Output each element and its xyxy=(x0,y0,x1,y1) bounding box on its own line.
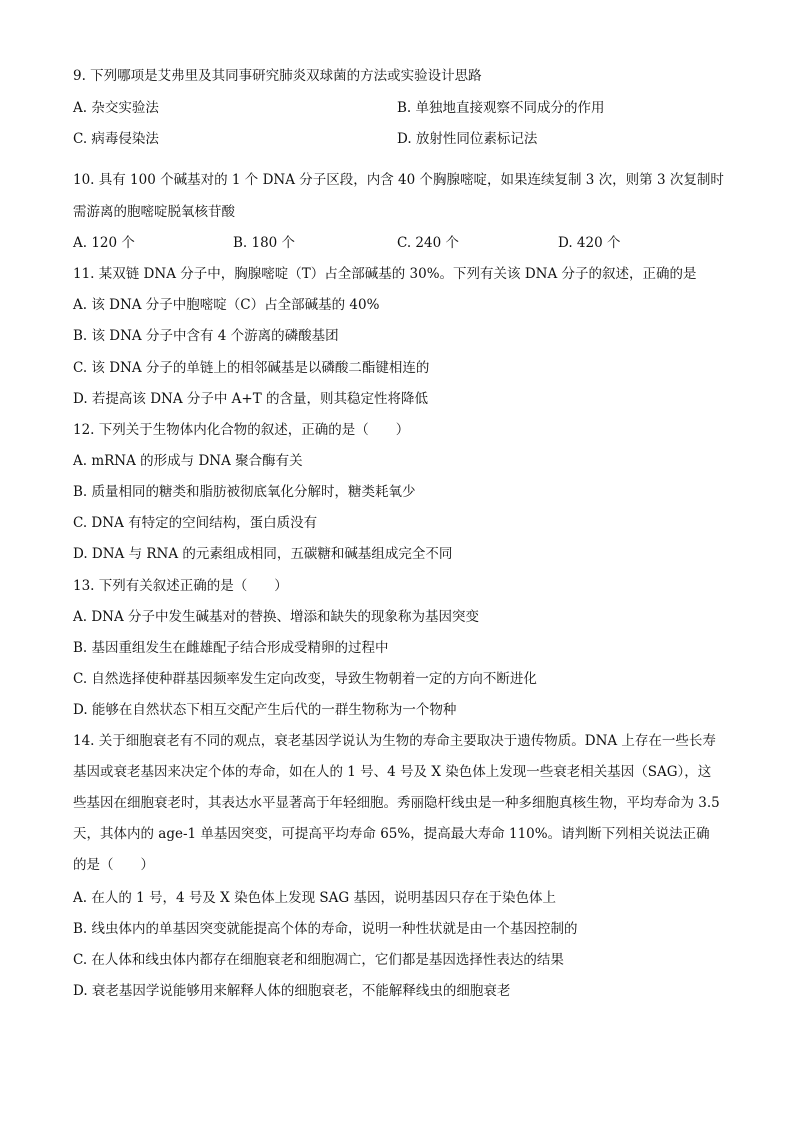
q10-option-a: A. 120 个 xyxy=(73,235,135,251)
q14-stem: 14. 关于细胞衰老有不同的观点，衰老基因学说认为生物的寿命主要取决于遗传物质。DNA 上存在一些长寿基因或衰老基因来决定个体的寿命，如在人的 1 号、4 号及 X 染色体上发现一些衰老相关基因（SAG），这些基因在细胞衰老时，其表达水平显著高于年轻细胞。秀丽隐杆线虫是一种多细胞真核生物，平均寿命为 3.5 天，其体内的 age-1 单基因突变，可提高平均寿命 65%，提高最大寿命 110%。请判断下列相关说法正确的是（ ） xyxy=(73,733,720,873)
q14-option-b: B. 线虫体内的单基因突变就能提高个体的寿命，说明一种性状就是由一个基因控制的 xyxy=(73,921,578,937)
q13-option-b: B. 基因重组发生在雌雄配子结合形成受精卵的过程中 xyxy=(73,640,389,656)
q9-option-a: A. 杂交实验法 xyxy=(73,100,159,116)
q13-stem: 13. 下列有关叙述正确的是（ ） xyxy=(73,578,288,594)
q10-option-b: B. 180 个 xyxy=(233,235,296,251)
q12-option-a: A. mRNA 的形成与 DNA 聚合酶有关 xyxy=(73,453,303,469)
q11-stem: 11. 某双链 DNA 分子中，胸腺嘧啶（T）占全部碱基的 30%。下列有关该 DNA 分子的叙述，正确的是 xyxy=(73,266,697,282)
q14-option-d: D. 衰老基因学说能够用来解释人体的细胞衰老，不能解释线虫的细胞衰老 xyxy=(73,983,511,999)
q13-option-d: D. 能够在自然状态下相互交配产生后代的一群生物称为一个物种 xyxy=(73,702,457,718)
q9-option-c: C. 病毒侵染法 xyxy=(73,131,159,147)
q11-option-b: B. 该 DNA 分子中含有 4 个游离的磷酸基团 xyxy=(73,328,339,344)
q11-option-a: A. 该 DNA 分子中胞嘧啶（C）占全部碱基的 40% xyxy=(73,297,380,313)
q12-option-b: B. 质量相同的糖类和脂肪被彻底氧化分解时，糖类耗氧少 xyxy=(73,484,416,500)
q10-option-c: C. 240 个 xyxy=(397,235,459,251)
q13-option-a: A. DNA 分子中发生碱基对的替换、增添和缺失的现象称为基因突变 xyxy=(73,609,480,625)
q10-stem-line2: 需游离的胞嘧啶脱氧核苷酸 xyxy=(73,204,235,220)
q13-option-c: C. 自然选择使种群基因频率发生定向改变，导致生物朝着一定的方向不断进化 xyxy=(73,671,537,687)
q9-option-d: D. 放射性同位素标记法 xyxy=(397,131,538,147)
q10-stem-line1: 10. 具有 100 个碱基对的 1 个 DNA 分子区段，内含 40 个胸腺嘧啶，如果连续复制 3 次，则第 3 次复制时 xyxy=(73,172,724,188)
q12-option-c: C. DNA 有特定的空间结构，蛋白质没有 xyxy=(73,515,318,531)
q11-option-c: C. 该 DNA 分子的单链上的相邻碱基是以磷酸二酯键相连的 xyxy=(73,360,430,376)
q12-option-d: D. DNA 与 RNA 的元素组成相同，五碳糖和碱基组成完全不同 xyxy=(73,546,453,562)
q14-option-a: A. 在人的 1 号，4 号及 X 染色体上发现 SAG 基因，说明基因只存在于染色体上 xyxy=(73,890,556,906)
q10-option-d: D. 420 个 xyxy=(558,235,621,251)
q9-option-b: B. 单独地直接观察不同成分的作用 xyxy=(397,100,605,116)
q12-stem: 12. 下列关于生物体内化合物的叙述，正确的是（ ） xyxy=(73,422,410,438)
q9-stem: 9. 下列哪项是艾弗里及其同事研究肺炎双球菌的方法或实验设计思路 xyxy=(73,68,482,84)
q14-option-c: C. 在人体和线虫体内都存在细胞衰老和细胞凋亡，它们都是基因选择性表达的结果 xyxy=(73,952,564,968)
q11-option-d: D. 若提高该 DNA 分子中 A+T 的含量，则其稳定性将降低 xyxy=(73,391,429,407)
